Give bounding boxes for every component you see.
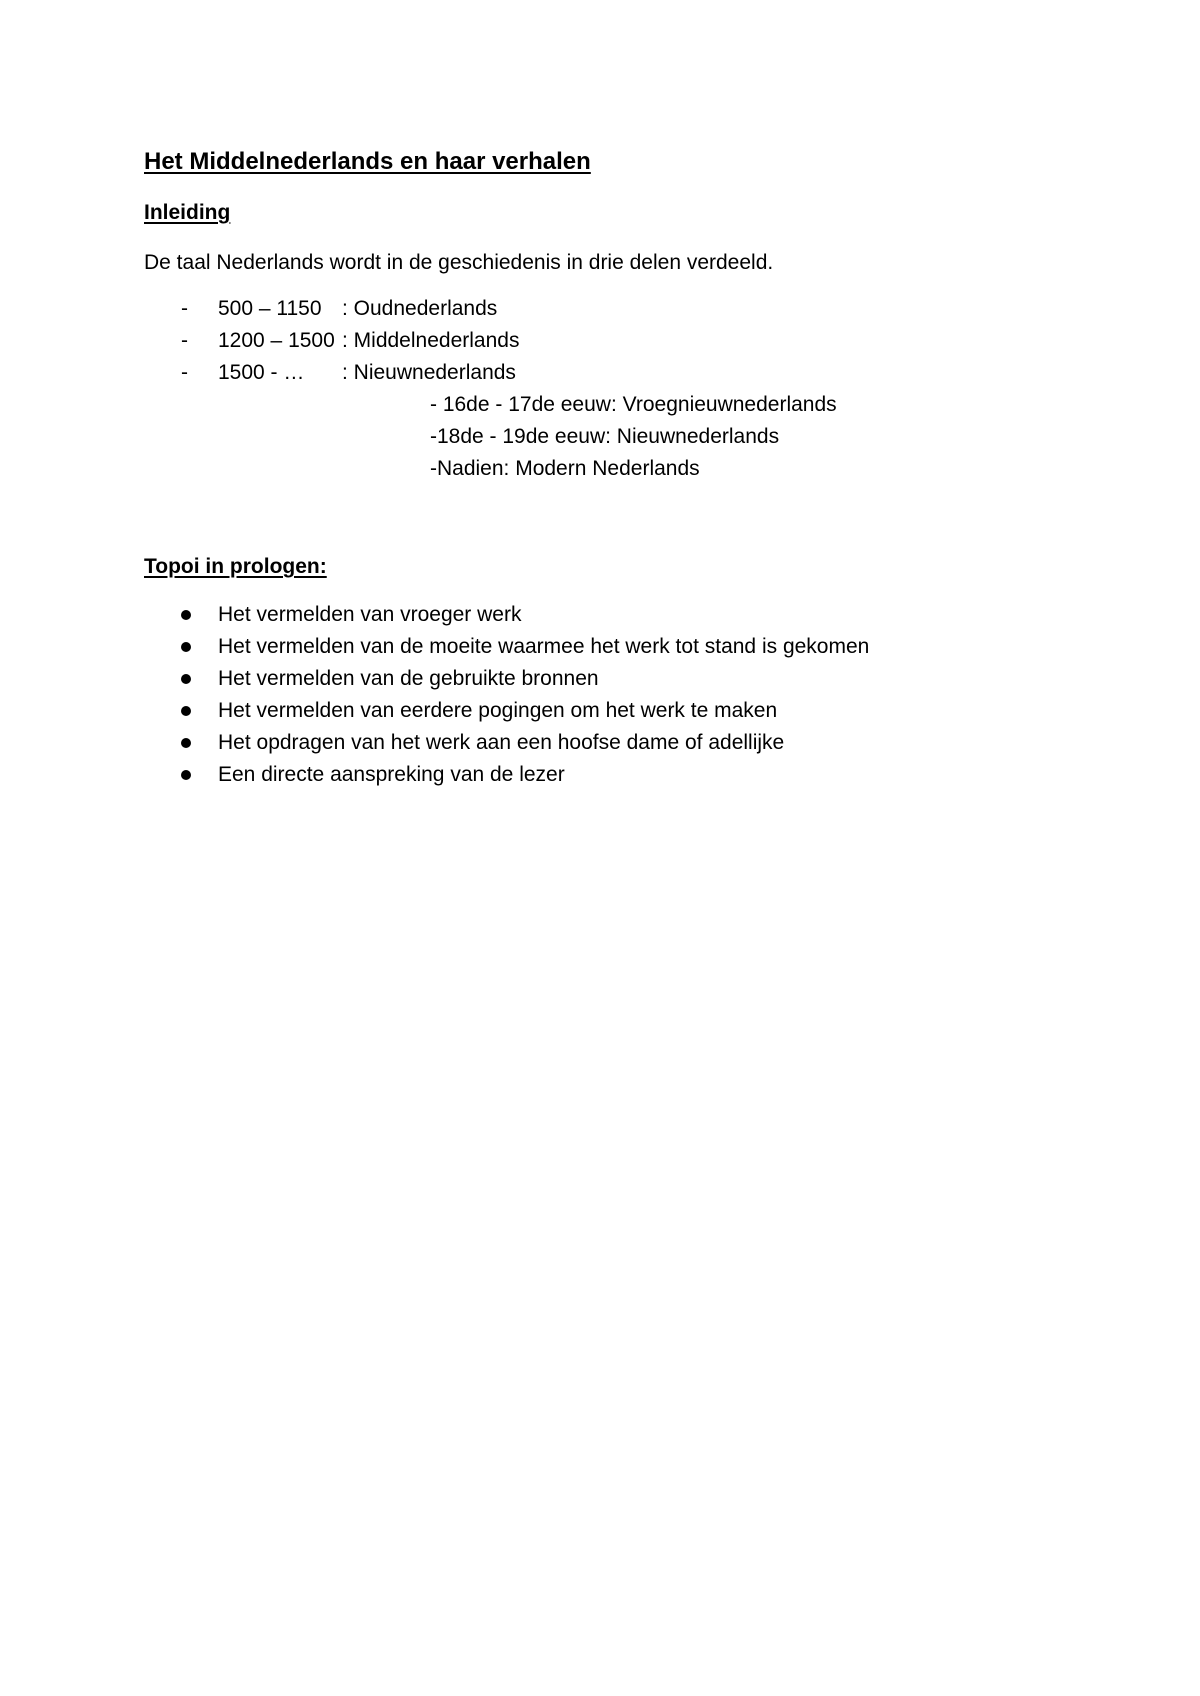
subperiod-item: -Nadien: Modern Nederlands: [430, 457, 700, 480]
intro-paragraph: De taal Nederlands wordt in de geschiedenis in drie delen verdeeld.: [144, 251, 774, 274]
dash-marker: -: [181, 329, 188, 352]
period-range: 1500 - …: [218, 361, 305, 384]
subperiod-item: - 16de - 17de eeuw: Vroegnieuwnederlands: [430, 393, 837, 416]
bullet-icon: [181, 666, 193, 692]
period-language: : Middelnederlands: [342, 329, 520, 352]
subperiod-list: [430, 392, 837, 488]
bullet-icon: [181, 762, 193, 788]
period-language: : Oudnederlands: [342, 297, 498, 320]
topoi-item-text: Een directe aanspreking van de lezer: [218, 763, 565, 786]
bullet-icon: [181, 698, 193, 724]
topoi-item-text: Het vermelden van vroeger werk: [218, 603, 522, 626]
bullet-icon: [181, 602, 193, 628]
period-range: 500 – 1150: [218, 297, 322, 320]
subperiod-item: -18de - 19de eeuw: Nieuwnederlands: [430, 425, 780, 448]
topoi-item-text: Het vermelden van de moeite waarmee het werk tot stand is gekomen: [218, 635, 870, 658]
section-heading-topoi: Topoi in prologen:: [144, 555, 327, 578]
document-title: Het Middelnederlands en haar verhalen: [144, 148, 591, 175]
dash-marker: -: [181, 297, 188, 320]
topoi-item-text: Het opdragen van het werk aan een hoofse dame of adellijke: [218, 731, 785, 754]
period-range: 1200 – 1500: [218, 329, 335, 352]
topoi-item-text: Het vermelden van de gebruikte bronnen: [218, 667, 599, 690]
bullet-icon: [181, 730, 193, 756]
topoi-item-text: Het vermelden van eerdere pogingen om het werk te maken: [218, 699, 778, 722]
bullet-icon: [181, 634, 193, 660]
dash-marker: -: [181, 361, 188, 384]
section-heading-inleiding: Inleiding: [144, 201, 231, 224]
period-language: : Nieuwnederlands: [342, 361, 516, 384]
